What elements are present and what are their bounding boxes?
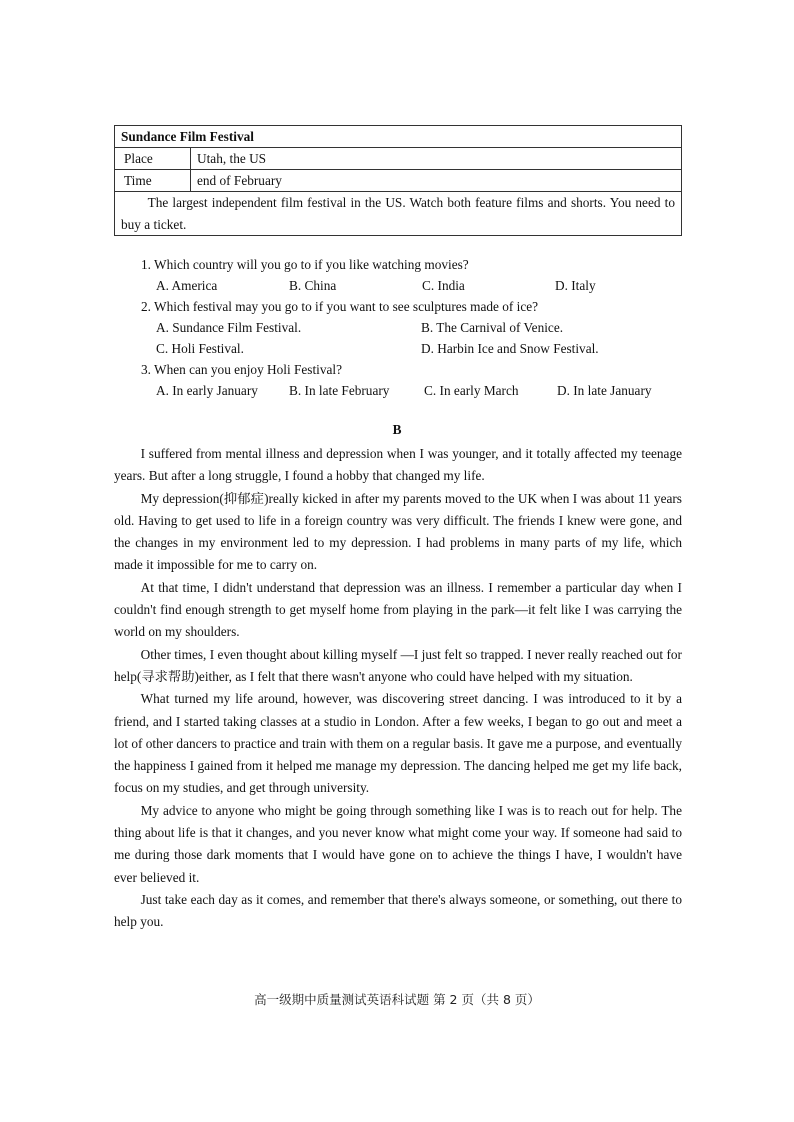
reading-passage <box>114 443 682 934</box>
option-2c: C. Holi Festival. <box>156 341 244 356</box>
festival-description: The largest independent film festival in the US. Watch both feature films and shorts. You need to buy a ticket. <box>115 192 682 236</box>
festival-info-table <box>114 125 682 236</box>
place-label: Place <box>115 148 191 170</box>
option-1b: B. China <box>289 278 337 293</box>
question-2-stem: 2. Which festival may you go to if you want to see sculptures made of ice? <box>141 299 539 314</box>
section-b-heading: B <box>392 422 402 437</box>
question-3-stem: 3. When can you enjoy Holi Festival? <box>141 362 343 377</box>
option-3d: D. In late January <box>557 383 652 398</box>
option-1a: A. America <box>156 278 218 293</box>
option-3b: B. In late February <box>289 383 390 398</box>
passage-paragraph: At that time, I didn't understand that depression was an illness. I remember a particular day when I couldn't find enough strength to get myself home from playing in the park—it felt like I was carrying the world on my shoulders. <box>114 579 682 640</box>
table-row-description <box>115 192 682 236</box>
place-value: Utah, the US <box>191 148 682 170</box>
passage-paragraph: Just take each day as it comes, and remember that there's always someone, or something, out there to help you. <box>114 891 682 930</box>
passage-paragraph: I suffered from mental illness and depression when I was younger, and it totally affected my teenage years. But after a long struggle, I found a hobby that changed my life. <box>114 446 682 484</box>
option-2a: A. Sundance Film Festival. <box>156 320 302 335</box>
option-2d: D. Harbin Ice and Snow Festival. <box>421 341 599 356</box>
passage-paragraph: What turned my life around, however, was discovering street dancing. I was introduced to it by a friend, and I started taking classes at a studio in London. After a few weeks, I began to go out and meet a lot of other dancers to practice and train with them on a regular basis. It gave me a purpose, and eventually the happiness I gained from it helped me manage my depression. The dancing helped me get my life back, focus on my studies, and get through university. <box>114 691 682 796</box>
table-row-place <box>115 148 682 170</box>
festival-title: Sundance Film Festival <box>115 126 682 148</box>
option-3a: A. In early January <box>156 383 258 398</box>
page-footer: 高一级期中质量测试英语科试题 第 2 页（共 8 页） <box>254 992 540 1007</box>
table-row-time <box>115 170 682 192</box>
passage-paragraph: My depression(抑郁症)really kicked in after my parents moved to the UK when I was about 11 years old. Having to get used to life in a foreign country was very difficult. The friends I knew were gone, and the changes in my environment led to my depression. I had problems in many parts of my life, which made it impossible for me to carry on. <box>114 490 682 573</box>
option-1d: D. Italy <box>555 278 596 293</box>
option-3c: C. In early March <box>424 383 519 398</box>
time-value: end of February <box>191 170 682 192</box>
question-3-options <box>141 380 686 401</box>
time-label: Time <box>115 170 191 192</box>
question-list <box>141 254 686 401</box>
option-2b: B. The Carnival of Venice. <box>421 320 564 335</box>
passage-paragraph: Other times, I even thought about killing myself —I just felt so trapped. I never really reached out for help(寻求帮助)either, as I felt that there wasn't anyone who could have helped with my situation. <box>114 646 682 684</box>
question-2-options-row1 <box>141 317 686 338</box>
question-1-stem: 1. Which country will you go to if you like watching movies? <box>141 257 469 272</box>
option-1c: C. India <box>422 278 465 293</box>
passage-paragraph: My advice to anyone who might be going through something like I was is to reach out for help. The thing about life is that it changes, and you never know what might come your way. If someone had said to me during those dark moments that I would have gone on to achieve the things I have, I wouldn't have ever believed it. <box>114 802 682 885</box>
question-1-options <box>141 275 686 296</box>
table-title-row <box>115 126 682 148</box>
question-2-options-row2 <box>141 338 686 359</box>
